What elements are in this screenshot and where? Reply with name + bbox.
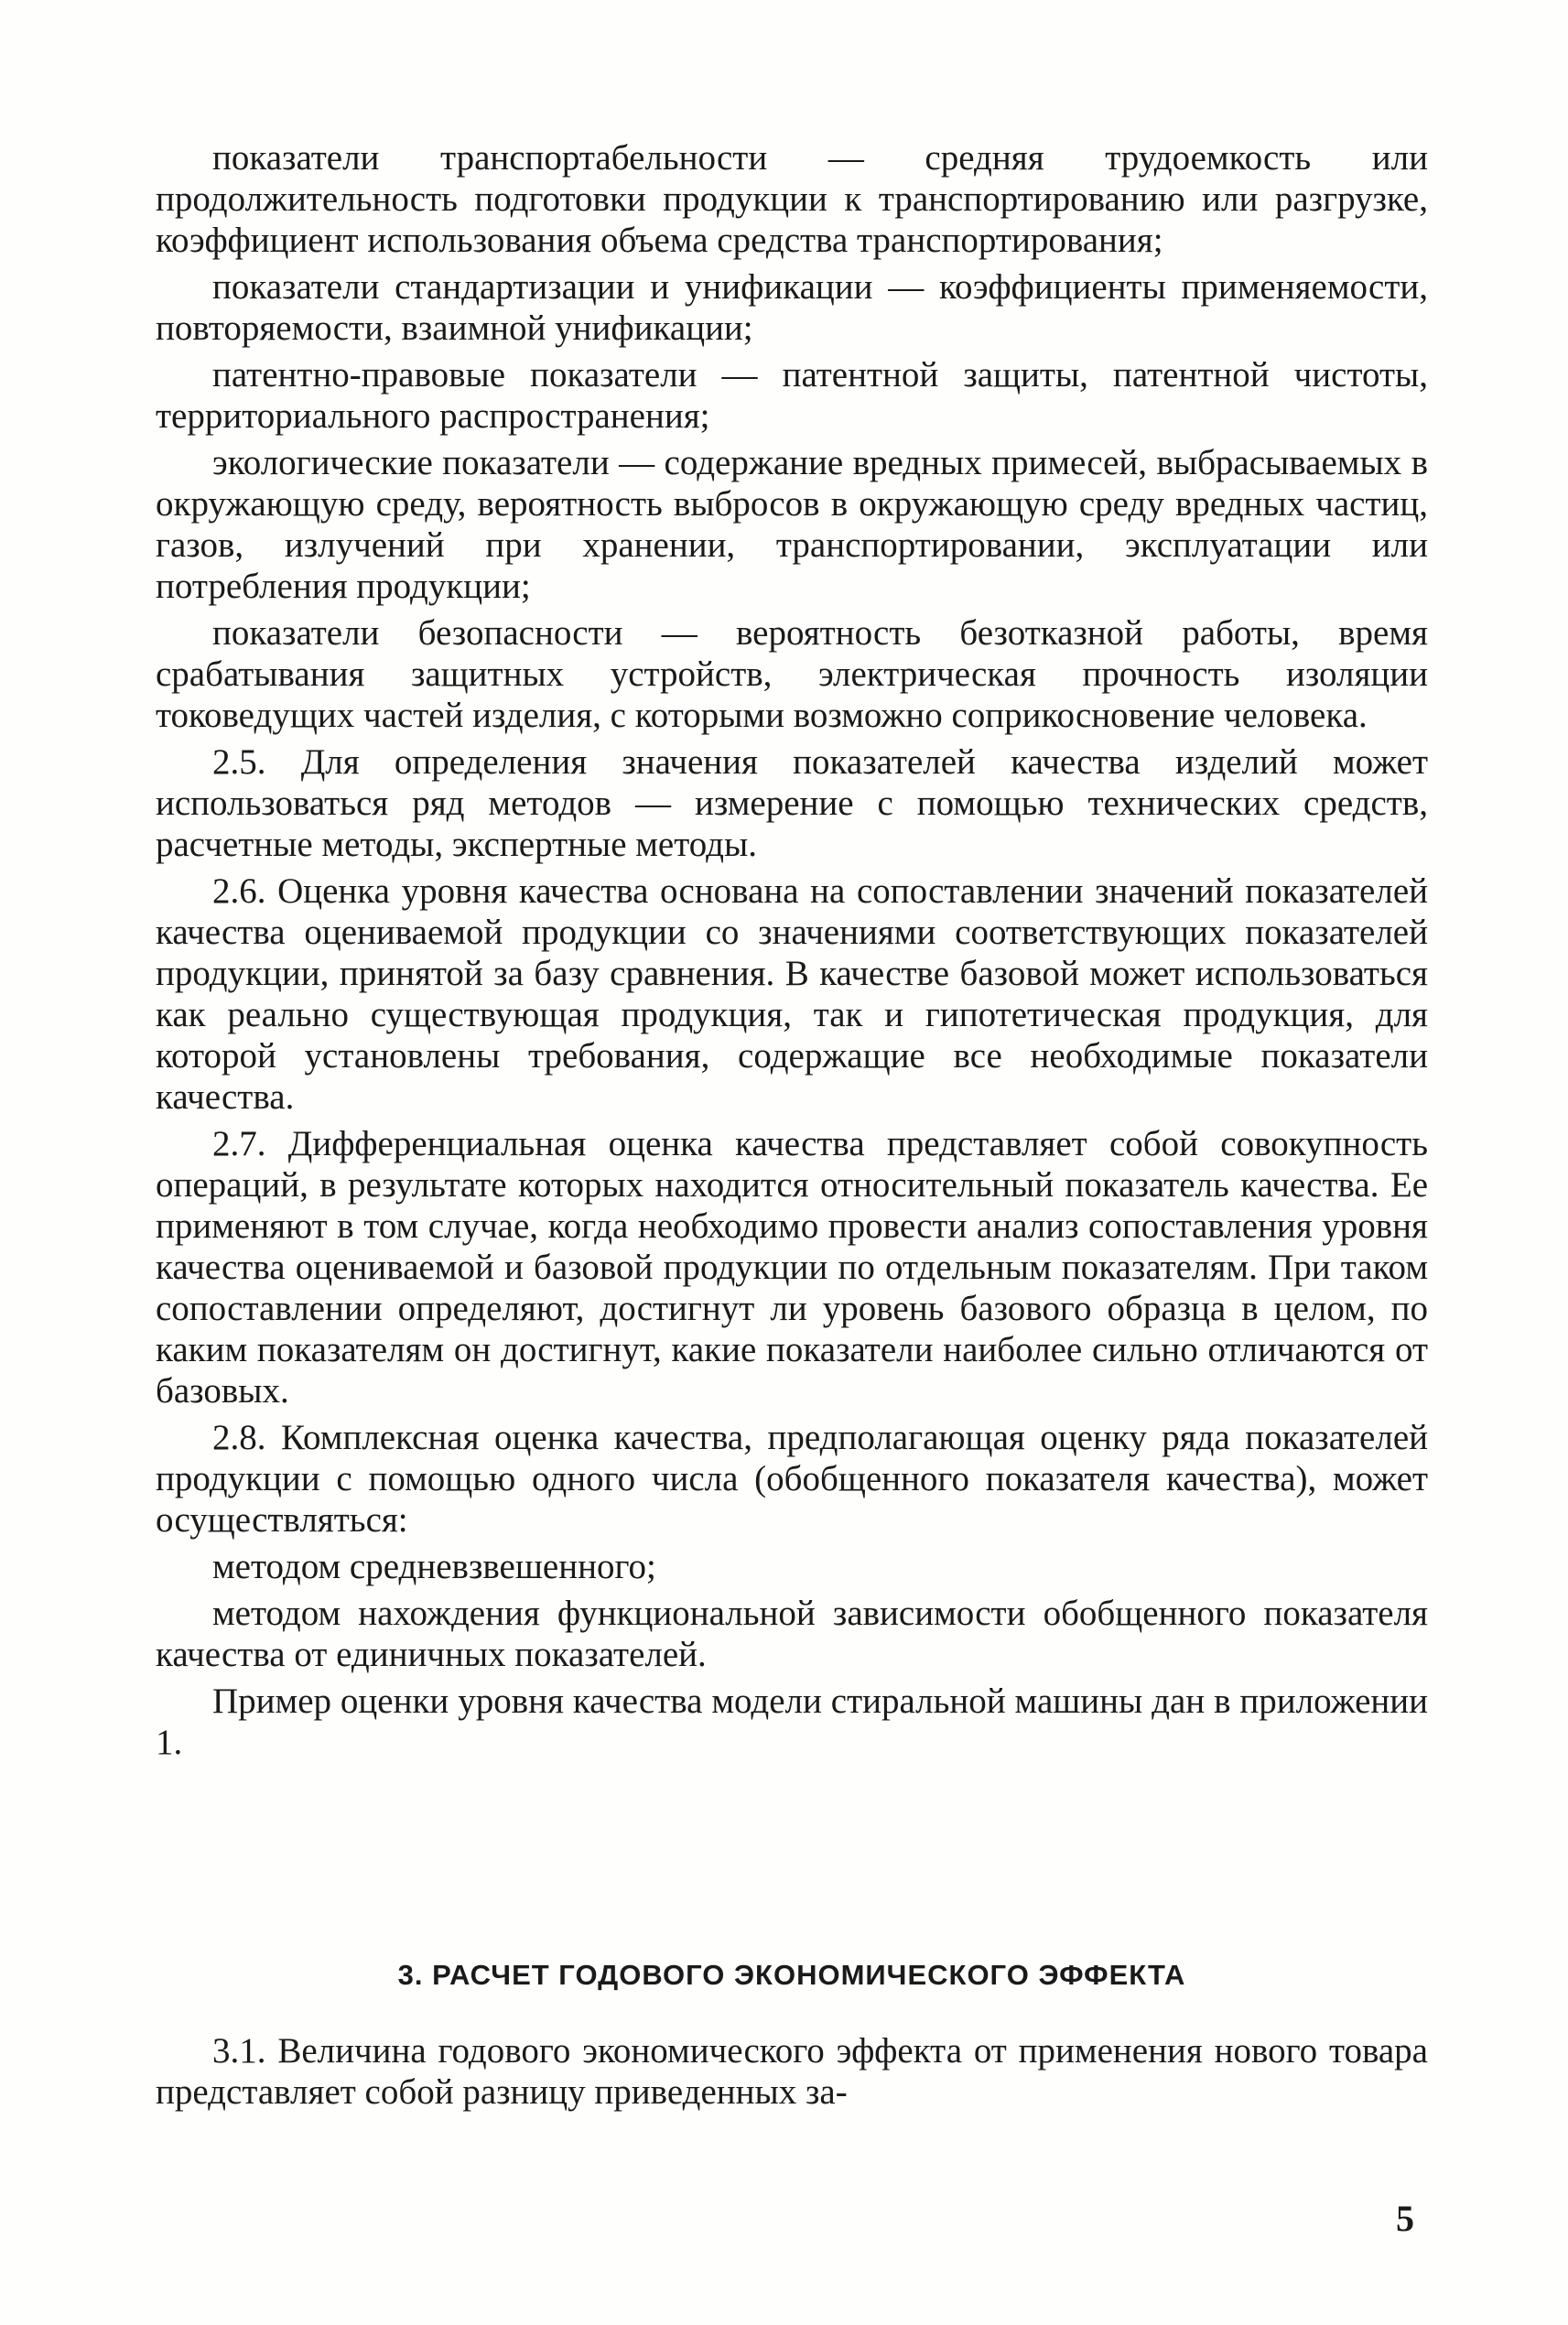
paragraph-functional-dependence-method: методом нахождения функциональной зависимости обобщенного показателя качества от единичных показателей. — [156, 1594, 1428, 1674]
paragraph-patent-legal: патентно-правовые показатели — патентной защиты, патентной чистоты, территориального распространения; — [156, 355, 1428, 436]
page-number: 5 — [1396, 2198, 1414, 2239]
closing-text — [156, 2030, 1428, 2113]
paragraph-standardization: показатели стандартизации и унификации — коэффициенты применяемости, повторяемости, взаимной унификации; — [156, 267, 1428, 348]
paragraph-ecological: экологические показатели — содержание вредных примесей, выбрасываемых в окружающую среду, вероятность выбросов в окружающую среду вредных частиц, газов, излучений при хранении, транспортировании, эксплуатации или потребления продукции; — [156, 443, 1428, 606]
paragraph-safety: показатели безопасности — вероятность безотказной работы, время срабатывания защитных устройств, электрическая прочность изоляции токоведущих частей изделия, с которыми возможно соприкосновение человека. — [156, 613, 1428, 735]
section-heading: 3. РАСЧЕТ ГОДОВОГО ЭКОНОМИЧЕСКОГО ЭФФЕКТА — [397, 1959, 1186, 1991]
paragraph-example-reference: Пример оценки уровня качества модели стиральной машины дан в приложении 1. — [156, 1682, 1428, 1762]
paragraph-2-5: 2.5. Для определения значения показателей качества изделий может использоваться ряд методов — измерение с помощью технических средств, расчетные методы, экспертные методы. — [156, 742, 1428, 864]
paragraph-2-8: 2.8. Комплексная оценка качества, предполагающая оценку ряда показателей продукции с помощью одного числа (обобщенного показателя качества), может осуществляться: — [156, 1418, 1428, 1540]
paragraph-transportability: показатели транспортабельности — средняя трудоемкость или продолжительность подготовки продукции к транспортированию или разгрузке, коэффициент использования объема средства транспортирования; — [156, 138, 1428, 260]
paragraph-2-6: 2.6. Оценка уровня качества основана на сопоставлении значений показателей качества оцениваемой продукции со значениями соответствующих показателей продукции, принятой за базу сравнения. В качестве базовой может использоваться как реально существующая продукция, так и гипотетическая продукция, для которой установлены требования, содержащие все необходимые показатели качества. — [156, 871, 1428, 1117]
paragraph-weighted-average-method: методом средневзвешенного; — [212, 1547, 656, 1586]
body-text — [156, 137, 1428, 1768]
paragraph-3-1: 3.1. Величина годового экономического эффекта от применения нового товара представляет собой разницу приведенных за- — [156, 2031, 1428, 2112]
paragraph-2-7: 2.7. Дифференциальная оценка качества представляет собой совокупность операций, в результате которых находится относительный показатель качества. Ее применяют в том случае, когда необходимо провести анализ сопоставления уровня качества оцениваемой и базовой продукции по отдельным показателям. При таком сопоставлении определяют, достигнут ли уровень базового образца в целом, по каким показателям он достигнут, какие показатели наиболее сильно отличаются от базовых. — [156, 1124, 1428, 1411]
